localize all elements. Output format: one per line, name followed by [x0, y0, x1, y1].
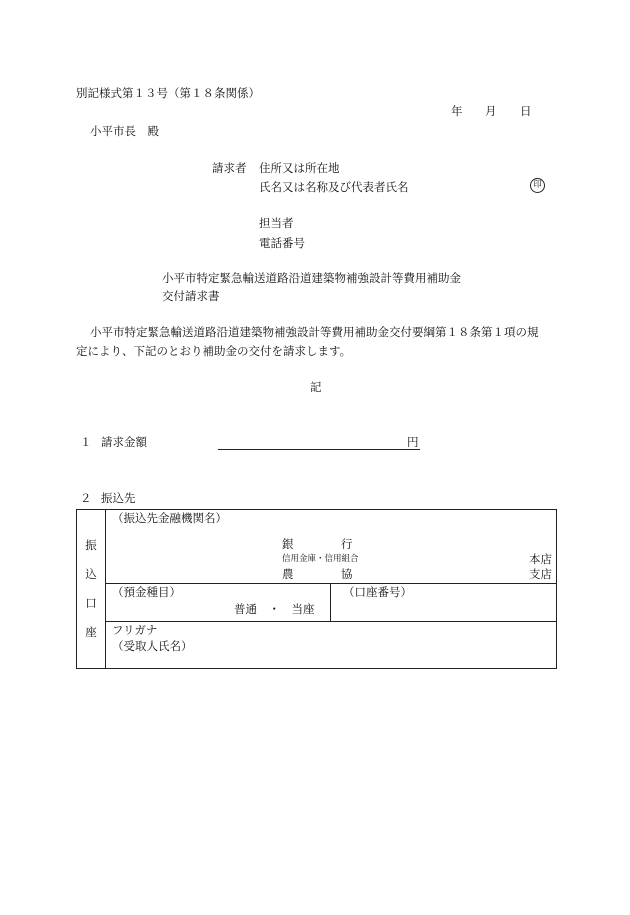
date-year: 年	[451, 104, 463, 118]
amount-label: 請求金額	[101, 435, 147, 449]
bank-kyou: 協	[341, 567, 353, 581]
document-title-line2: 交付請求書	[162, 289, 220, 303]
amount-underline	[218, 449, 420, 450]
bank-name-cell[interactable]	[106, 510, 557, 584]
transfer-account-side-label: 振 込 口 座	[77, 510, 106, 669]
contact-label: 担当者	[259, 216, 294, 230]
document-title-line1: 小平市特定緊急輸送道路沿道建築物補強設計等費用補助金	[162, 271, 461, 285]
amount-number: １	[80, 435, 92, 449]
recipient-cell[interactable]	[106, 622, 557, 669]
bank-shinyou: 信用金庫・信用組合	[282, 554, 359, 564]
bank-account-table	[76, 509, 557, 669]
furigana-label: フリガナ	[112, 623, 158, 637]
name-label: 氏名又は名称及び代表者氏名	[259, 180, 409, 194]
address-label: 住所又は所在地	[259, 161, 340, 175]
seal-mark: 印	[530, 178, 545, 193]
amount-unit: 円	[407, 435, 419, 449]
date-month: 月	[485, 104, 497, 118]
account-number-label: （口座番号）	[343, 585, 412, 599]
phone-label: 電話番号	[259, 236, 305, 250]
form-number: 別記様式第１３号（第１８条関係）	[76, 86, 260, 100]
date-day: 日	[520, 104, 532, 118]
honten-label: 本店	[529, 552, 552, 566]
shiten-label: 支店	[529, 567, 552, 581]
body-line1: 小平市特定緊急輸送道路沿道建築物補強設計等費用補助金交付要綱第１８条第１項の規	[90, 325, 539, 339]
applicant-label: 請求者	[212, 161, 247, 175]
bank-name-label: （振込先金融機関名）	[112, 511, 227, 525]
bank-ginkou-2: 行	[341, 537, 353, 551]
transfer-label: 振込先	[101, 491, 136, 505]
body-line2: 定により、下記のとおり補助金の交付を請求します。	[76, 344, 352, 358]
addressee: 小平市長 殿	[90, 124, 159, 138]
deposit-options: 普通 ・ 当座	[234, 602, 315, 616]
ki-heading: 記	[310, 380, 322, 394]
transfer-number: ２	[80, 491, 92, 505]
bank-nou: 農	[282, 567, 294, 581]
bank-ginkou-1: 銀	[282, 537, 294, 551]
account-number-cell[interactable]	[331, 584, 557, 622]
recipient-label: （受取人氏名）	[112, 639, 193, 653]
deposit-type-cell[interactable]	[106, 584, 331, 622]
deposit-type-label: （預金種目）	[112, 585, 181, 599]
